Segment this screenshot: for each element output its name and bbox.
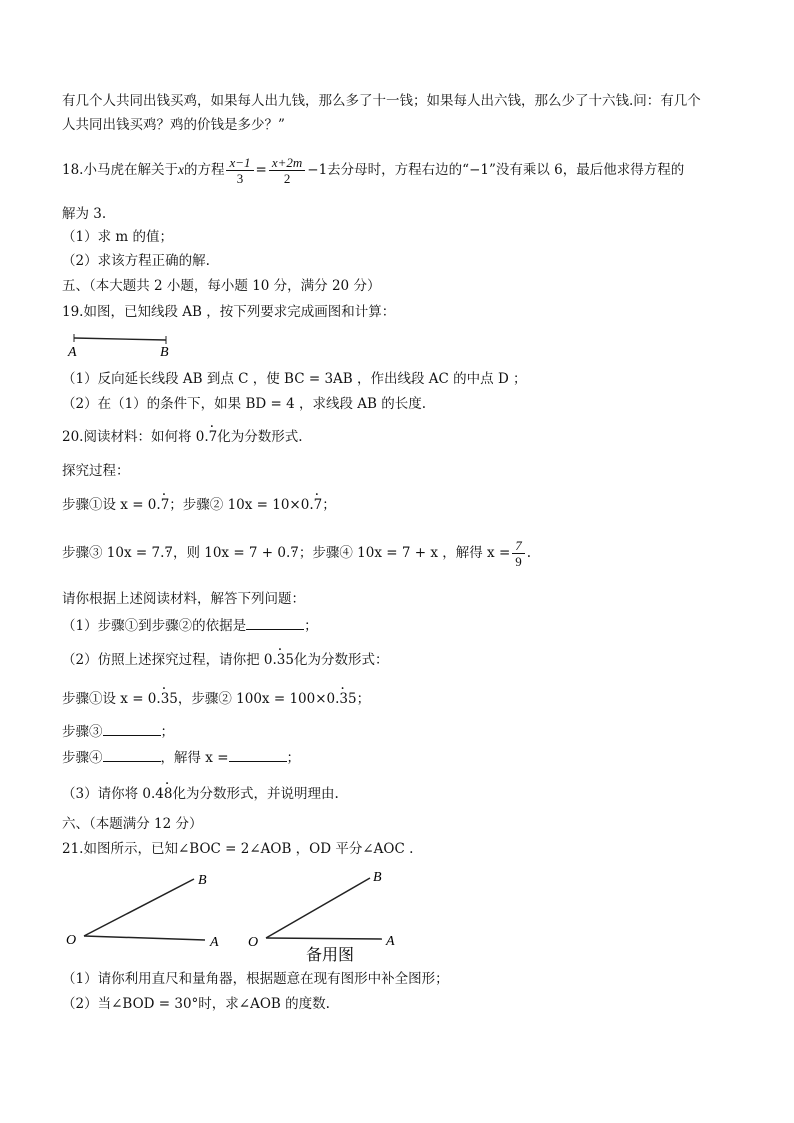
q20-explore: 探究过程： bbox=[62, 463, 130, 479]
q20-title: 20.阅读材料：如何将 0.7 ·化为分数形式. bbox=[62, 428, 303, 446]
angle-figure-main bbox=[66, 873, 219, 950]
q21-title: 21.如图所示，已知∠BOC = 2∠AOB ，OD 平分∠AOC . bbox=[62, 841, 414, 857]
q20-ask: 请你根据上述阅读材料，解答下列问题： bbox=[62, 591, 305, 607]
q20-part-1: （1）步骤①到步骤②的依据是 ； bbox=[62, 618, 318, 634]
q21-part-2: （2）当∠BOD = 30°时，求∠AOB 的度数. bbox=[62, 996, 330, 1012]
fraction-seven-ninths: $\frac{7}{9}$ bbox=[512, 538, 525, 569]
q19-part-1: （1）反向延长线段 AB 到点 C ，使 BC = 3AB ，作出线段 AC 的中点 D ； bbox=[62, 371, 527, 387]
intro-line-2: 人共同出钱买鸡？鸡的价钱是多少？” bbox=[62, 117, 285, 133]
ray-ob bbox=[84, 879, 194, 936]
q21-part-1: （1）请你利用直尺和量角器，根据题意在现有图形中补全图形； bbox=[62, 971, 449, 987]
section-6-heading: 六、（本题满分 12 分） bbox=[62, 816, 203, 832]
q19-part-2: （2）在（1）的条件下，如果 BD = 4 ，求线段 AB 的长度. bbox=[62, 396, 427, 412]
point-o-label: O bbox=[66, 933, 77, 948]
section-5-heading: 五、（本大题共 2 小题，每小题 10 分，满分 20 分） bbox=[62, 278, 381, 294]
intro-line-1: 有几个人共同出钱买鸡，如果每人出九钱，那么多了十一钱；如果每人出六钱，那么少了十六钱.问：有几个 bbox=[62, 93, 701, 109]
spare-ray-ob bbox=[266, 878, 370, 938]
point-a-label: A bbox=[210, 935, 219, 950]
q19-title: 19.如图，已知线段 AB ，按下列要求完成画图和计算： bbox=[62, 304, 396, 320]
answer-blank-1[interactable] bbox=[246, 617, 304, 630]
fraction-right: $\frac{x+2m}{2}$ bbox=[269, 155, 305, 186]
q20-step-1-2: 步骤①设 x = 0.7 ·；步骤② 10x = 10×0.7 ·； bbox=[62, 496, 336, 514]
segment-ab bbox=[74, 338, 166, 340]
angle-figure-spare bbox=[248, 870, 395, 964]
spare-figure-caption: 备用图 bbox=[306, 945, 355, 964]
spare-ray-oa bbox=[266, 938, 382, 939]
point-a-label: A bbox=[68, 345, 77, 360]
answer-blank-step-3[interactable] bbox=[103, 723, 161, 736]
q20-try-step-4: 步骤④ ，解得 x = ； bbox=[62, 750, 301, 766]
q18-part-2: （2）求该方程正确的解. bbox=[62, 253, 210, 269]
q20-step-3-4: 步骤③ 10x = 7.7 ·，则 10x = 7 + 0.7 ·；步骤④ 10x = 7 + x ，解得 x = $\frac{7}{9}$ . bbox=[62, 535, 531, 571]
point-b-label: B bbox=[198, 873, 207, 888]
spare-point-a-label: A bbox=[386, 934, 395, 949]
answer-blank-step-4[interactable] bbox=[103, 749, 161, 762]
q20-part-2: （2）仿照上述探究过程，请你把 0.35 ·化为分数形式： bbox=[62, 651, 388, 669]
q18-line-1: 18.小马虎在解关于x的方程 $\frac{x-1}{3}$ = $\frac{x+2m}{2}$ −1去分母时，方程右边的“−1”没有乘以 6，最后他求得方程的 bbox=[62, 155, 685, 186]
q18-part-1: （1）求 m 的值； bbox=[62, 229, 173, 245]
q18-line-2: 解为 3. bbox=[62, 206, 107, 222]
answer-blank-x[interactable] bbox=[229, 749, 287, 762]
ray-oa bbox=[84, 936, 205, 940]
angle-figures bbox=[62, 866, 422, 966]
q20-try-step-1-2: 步骤①设 x = 0.35 ·，步骤② 100x = 100×0.35 ·； bbox=[62, 690, 370, 708]
spare-point-o-label: O bbox=[248, 935, 259, 950]
segment-ab-figure bbox=[62, 328, 202, 360]
fraction-left: $\frac{x-1}{3}$ bbox=[226, 155, 253, 186]
point-b-label: B bbox=[160, 345, 169, 360]
q20-part-3: （3）请你将 0.48 ·化为分数形式，并说明理由. bbox=[62, 785, 339, 803]
q20-try-step-3: 步骤③ ； bbox=[62, 724, 174, 740]
spare-point-b-label: B bbox=[373, 870, 382, 885]
